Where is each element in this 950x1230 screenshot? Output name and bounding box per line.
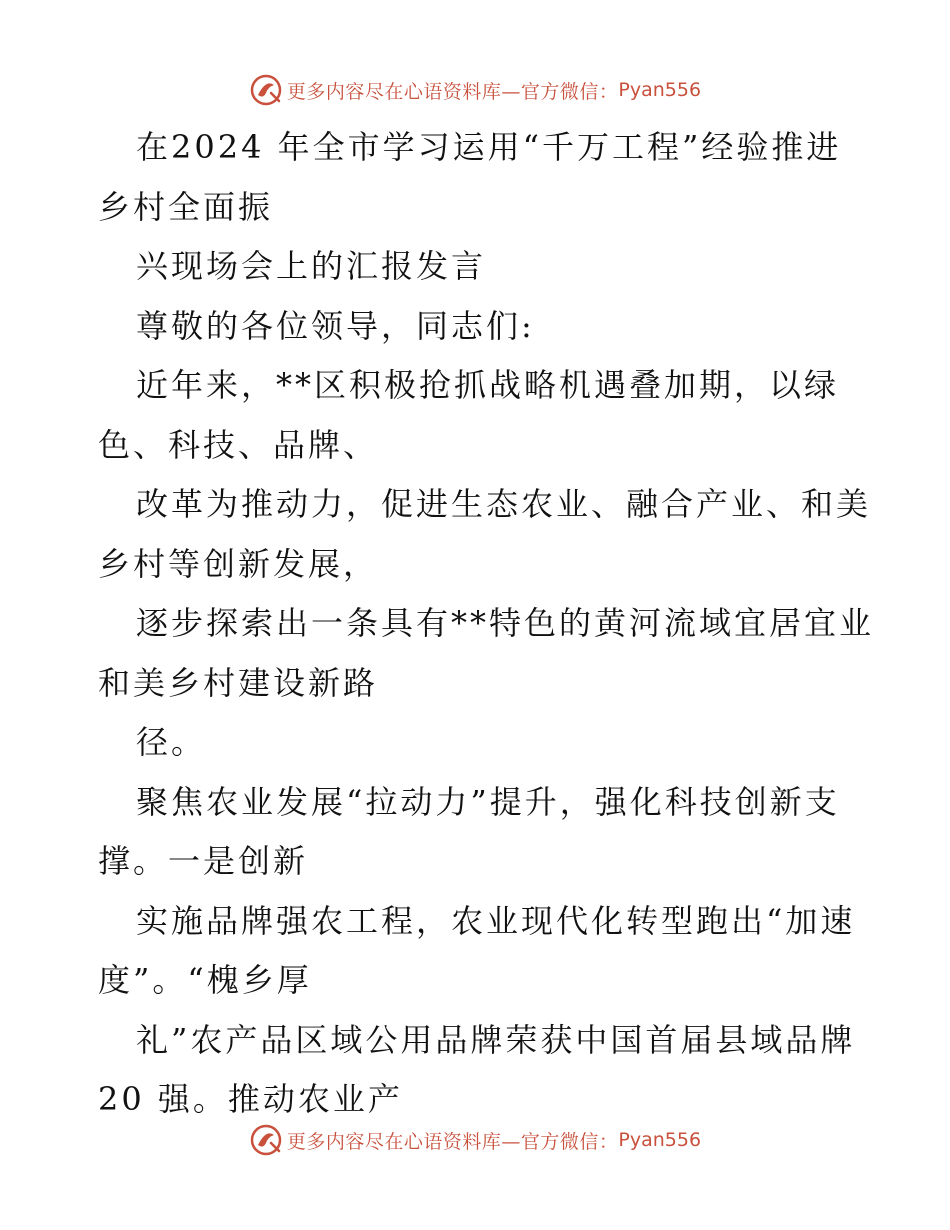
watermark-wechat-id: Pyan556 — [618, 79, 702, 101]
text-line: 色、科技、品牌、 — [98, 425, 379, 464]
text-line: 和美乡村建设新路 — [98, 663, 379, 702]
text-line: 实施品牌强农工程，农业现代化转型跑出“加速 — [136, 901, 856, 940]
header-watermark — [0, 70, 950, 110]
text-line: 20 强。推动农业产 — [98, 1080, 403, 1118]
watermark-text: 更多内容尽在心语资料库—官方微信： — [286, 1130, 619, 1153]
text-line: 撑。一是创新 — [98, 842, 309, 880]
text-line: 改革为推动力，促进生态农业、融合产业、和美 — [136, 485, 872, 523]
text-line: 乡村等创新发展， — [98, 544, 379, 583]
footer-watermark — [0, 1120, 950, 1160]
document-body — [98, 118, 875, 1130]
text-line: 径。 — [136, 723, 207, 761]
logo-icon — [249, 1123, 283, 1157]
watermark-text: 更多内容尽在心语资料库—官方微信： — [286, 80, 619, 103]
text-line: 近年来，**区积极抢抓战略机遇叠加期，以绿 — [136, 366, 840, 404]
text-line: 聚焦农业发展“拉动力”提升，强化科技创新支 — [136, 782, 840, 821]
text-line: 兴现场会上的汇报发言 — [136, 247, 487, 285]
logo-icon — [249, 73, 283, 107]
text-line: 尊敬的各位领导，同志们: — [136, 306, 535, 345]
text-line: 度”。“槐乡厚 — [98, 961, 312, 999]
text-line: 逐步探索出一条具有**特色的黄河流域宜居宜业 — [136, 604, 875, 642]
text-line: 乡村全面振 — [98, 187, 274, 226]
text-line: 在2024 年全市学习运用“千万工程”经验推进 — [136, 128, 842, 166]
watermark-wechat-id: Pyan556 — [618, 1129, 702, 1151]
text-line: 礼”农产品区域公用品牌荣获中国首届县域品牌 — [136, 1020, 856, 1059]
